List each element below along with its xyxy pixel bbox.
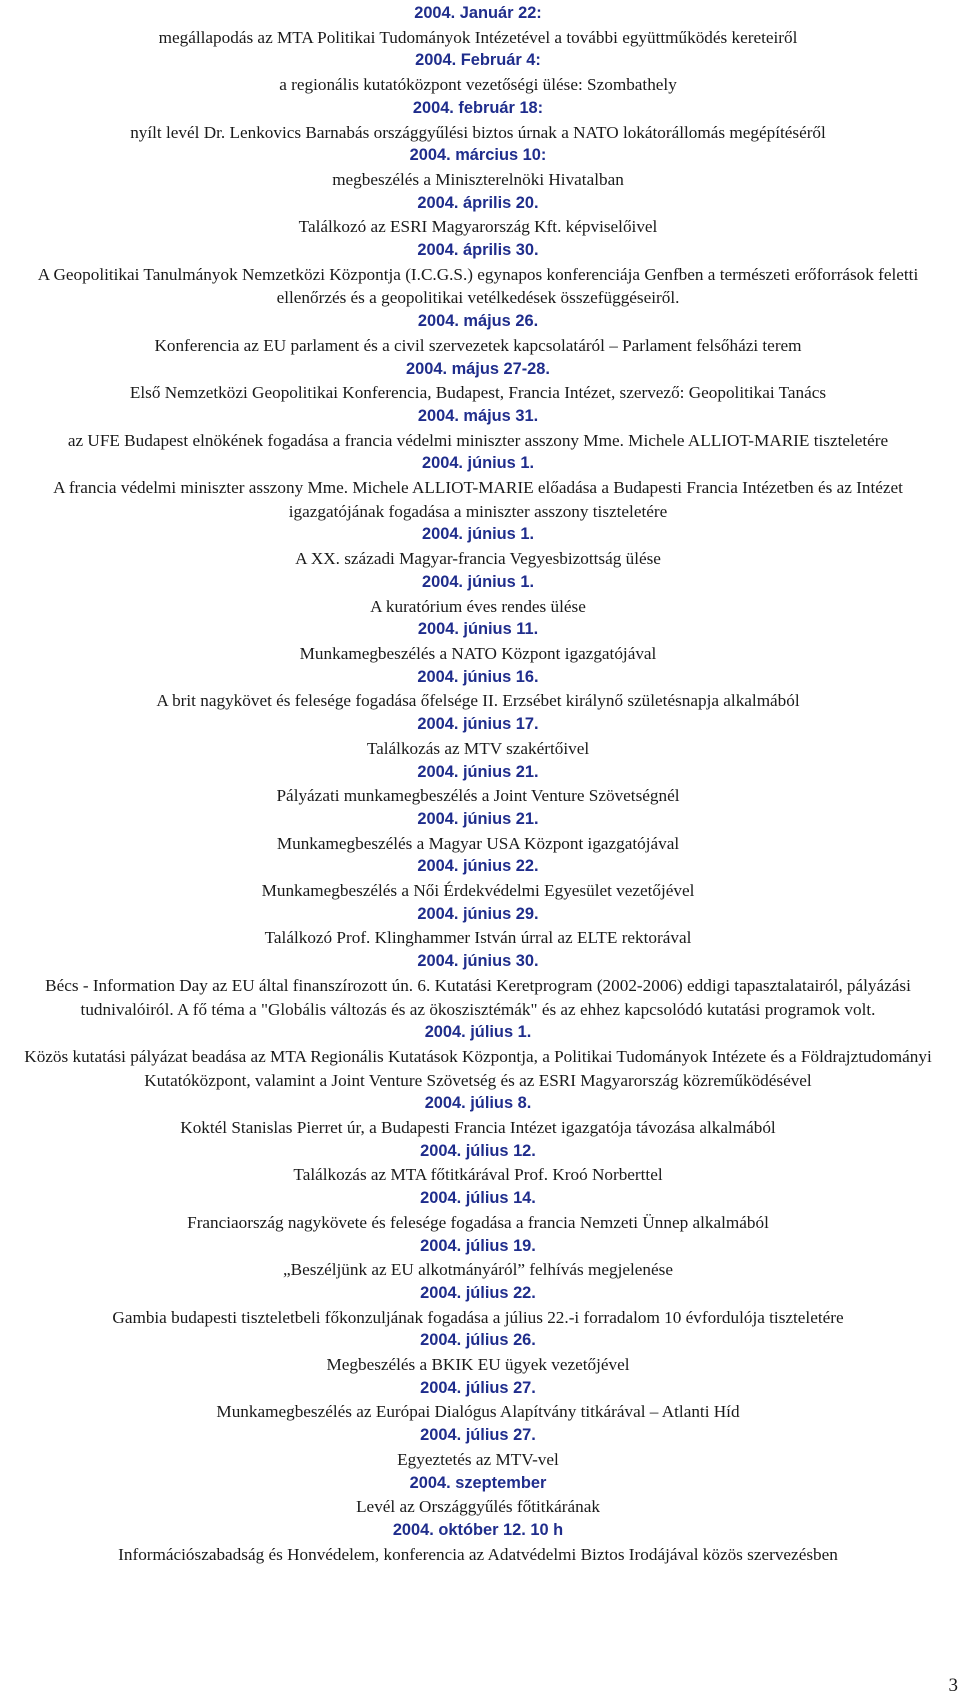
event-entry <box>4 1519 952 1566</box>
event-description: Munkamegbeszélés az Európai Dialógus Alapítvány titkárával – Atlanti Híd <box>216 1402 740 1422</box>
event-entry <box>4 405 952 452</box>
page-number: 3 <box>948 1675 958 1696</box>
event-list <box>4 2 952 1566</box>
event-entry <box>4 808 952 855</box>
event-entry <box>4 239 952 310</box>
event-description: Információszabadság és Honvédelem, konferencia az Adatvédelmi Biztos Irodájával közös szervezésben <box>118 1544 838 1564</box>
event-description: Konferencia az EU parlament és a civil szervezetek kapcsolatáról – Parlament felsőházi terem <box>154 335 802 355</box>
event-entry <box>4 452 952 523</box>
event-description: Munkamegbeszélés a Magyar USA Központ igazgatójával <box>276 833 680 853</box>
event-date: 2004. július 14. <box>420 1189 536 1208</box>
event-description: Első Nemzetközi Geopolitikai Konferencia, Budapest, Francia Intézet, szervező: Geopolitikai Tanács <box>129 383 827 403</box>
event-description: megbeszélés a Miniszterelnöki Hivatalban <box>332 169 624 189</box>
event-entry <box>4 571 952 618</box>
event-date: 2004. május 27-28. <box>406 359 550 378</box>
event-date: 2004. június 21. <box>417 762 539 781</box>
event-description: Munkamegbeszélés a Női Érdekvédelmi Egyesület vezetőjével <box>261 881 695 901</box>
event-description: Levél az Országgyűlés főtitkárának <box>356 1497 600 1517</box>
event-entry <box>4 2 952 49</box>
event-entry <box>4 761 952 808</box>
event-description: Egyeztetés az MTV-vel <box>397 1449 559 1469</box>
event-date: 2004. július 12. <box>420 1141 536 1160</box>
event-description: megállapodás az MTA Politikai Tudományok Intézetével a további együttműködés kereteiről <box>158 27 798 47</box>
event-entry <box>4 1282 952 1329</box>
event-date: 2004. február 18: <box>412 98 544 117</box>
event-entry <box>4 358 952 405</box>
event-entry <box>4 1377 952 1424</box>
event-date: 2004. június 1. <box>421 572 535 591</box>
event-description: nyílt levél Dr. Lenkovics Barnabás országgyűlési biztos úrnak a NATO lokátorállomás megépítéséről <box>130 122 826 142</box>
event-entry <box>4 1472 952 1519</box>
event-date: 2004. július 8. <box>424 1094 532 1113</box>
event-date: 2004. június 21. <box>417 809 539 828</box>
event-date: 2004. június 1. <box>421 454 535 473</box>
event-date: 2004. március 10: <box>409 146 547 165</box>
event-entry <box>4 97 952 144</box>
event-date: 2004. július 27. <box>420 1426 536 1445</box>
event-description: a regionális kutatóközpont vezetőségi ülése: Szombathely <box>279 75 677 95</box>
event-date: 2004. szeptember <box>409 1473 547 1492</box>
event-date: 2004. október 12. 10 h <box>392 1521 564 1539</box>
event-description: Gambia budapesti tiszteletbeli főkonzuljának fogadása a július 22.-i forradalom 10 évfordulója tiszteletére <box>112 1307 844 1327</box>
event-entry <box>4 1187 952 1234</box>
event-entry <box>4 1021 952 1092</box>
event-description: Munkamegbeszélés a NATO Központ igazgatójával <box>299 643 657 663</box>
event-date: 2004. július 27. <box>420 1378 536 1397</box>
event-entry <box>4 666 952 713</box>
event-date: 2004. Január 22: <box>414 4 542 22</box>
event-entry <box>4 192 952 239</box>
event-date: 2004. július 26. <box>420 1331 536 1350</box>
event-description: „Beszéljünk az EU alkotmányáról” felhívás megjelenése <box>283 1260 673 1280</box>
event-entry <box>4 713 952 760</box>
event-entry <box>4 1329 952 1376</box>
event-description: A brit nagykövet és felesége fogadása őfelsége II. Erzsébet királynő születésnapja alkalmából <box>156 691 800 711</box>
event-date: 2004. június 1. <box>421 525 535 544</box>
event-date: 2004. június 22. <box>417 857 539 876</box>
event-date: 2004. június 30. <box>417 952 539 971</box>
event-date: 2004. május 31. <box>417 406 539 425</box>
event-description: Megbeszélés a BKIK EU ügyek vezetőjével <box>326 1355 630 1375</box>
event-description: Találkozás az MTA főtitkárával Prof. Kroó Norberttel <box>293 1165 663 1185</box>
event-date: 2004. április 20. <box>417 193 539 212</box>
event-entry <box>4 310 952 357</box>
event-description: Találkozó Prof. Klinghammer István úrral az ELTE rektorával <box>264 928 692 948</box>
event-entry <box>4 855 952 902</box>
event-date: 2004. Február 4: <box>415 51 541 70</box>
event-date: 2004. május 26. <box>417 312 539 331</box>
event-entry <box>4 49 952 96</box>
event-date: 2004. június 16. <box>417 667 539 686</box>
event-date: 2004. június 29. <box>417 904 539 923</box>
event-entry <box>4 950 952 1021</box>
event-description: A kuratórium éves rendes ülése <box>370 596 586 616</box>
event-description: Közös kutatási pályázat beadása az MTA Regionális Kutatások Központja, a Politikai Tudományok Intézete és a Földrajztudományi Kutatóközpont, valamint a Joint Venture Szövetség és az ESRI Magyarország közreműködésével <box>24 1046 932 1090</box>
event-description: az UFE Budapest elnökének fogadása a francia védelmi miniszter asszony Mme. Michele ALLIOT-MARIE tiszteletére <box>67 430 889 450</box>
event-entry <box>4 618 952 665</box>
event-date: 2004. április 30. <box>417 241 539 260</box>
event-entry <box>4 1424 952 1471</box>
event-description: Koktél Stanislas Pierret úr, a Budapesti Francia Intézet igazgatója távozása alkalmából <box>180 1118 776 1138</box>
event-entry <box>4 1092 952 1139</box>
event-date: 2004. június 17. <box>417 715 539 734</box>
event-entry <box>4 523 952 570</box>
event-description: A francia védelmi miniszter asszony Mme. Michele ALLIOT-MARIE előadása a Budapesti Francia Intézetben és az Intézet igazgatójának fogadása a miniszter asszony tiszteletére <box>53 478 903 521</box>
event-entry <box>4 1235 952 1282</box>
event-entry <box>4 1140 952 1187</box>
event-description: Bécs - Information Day az EU által finanszírozott ún. 6. Kutatási Keretprogram (2002-2006) eddigi tapasztalatairól, pályázási tudnivalóiról. A fő téma a "Globális változás és az ökoszisztémák" és az ehhez kapcsolódó kutatási programok volt. <box>45 975 911 1019</box>
event-entry <box>4 144 952 191</box>
event-date: 2004. július 22. <box>420 1283 536 1302</box>
event-description: Pályázati munkamegbeszélés a Joint Venture Szövetségnél <box>276 786 680 806</box>
event-description: A Geopolitikai Tanulmányok Nemzetközi Központja (I.C.G.S.) egynapos konferenciája Genfben a természeti erőforrások feletti ellenőrzés és a geopolitikai vetélkedések összefüggéseiről. <box>37 264 919 308</box>
event-entry <box>4 903 952 950</box>
event-date: 2004. július 1. <box>424 1023 532 1042</box>
event-date: 2004. június 11. <box>417 620 539 639</box>
event-description: Találkozó az ESRI Magyarország Kft. képviselőivel <box>298 217 658 237</box>
event-description: Franciaország nagykövete és felesége fogadása a francia Nemzeti Ünnep alkalmából <box>187 1212 769 1232</box>
event-description: Találkozás az MTV szakértőivel <box>366 738 590 758</box>
event-description: A XX. századi Magyar-francia Vegyesbizottság ülése <box>295 549 661 569</box>
event-date: 2004. július 19. <box>420 1236 536 1255</box>
